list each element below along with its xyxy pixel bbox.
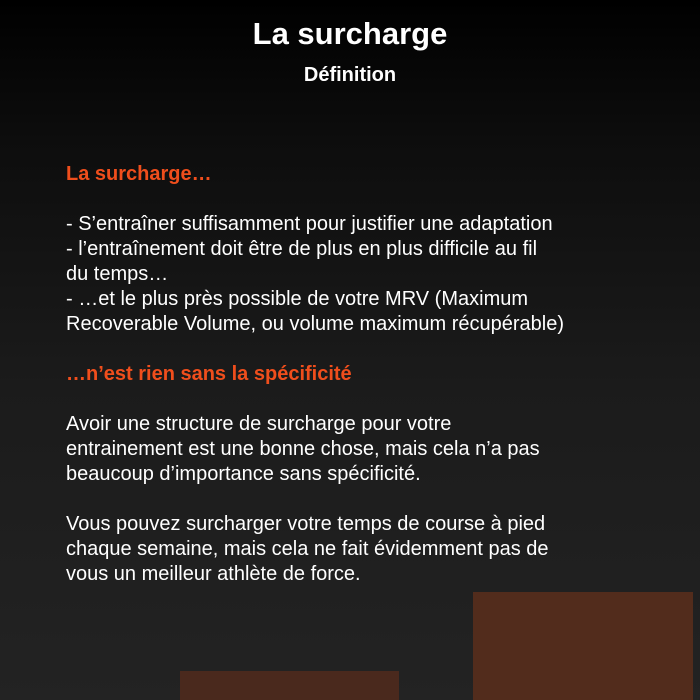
content-body bbox=[66, 162, 666, 587]
body-line: entrainement est une bonne chose, mais cela n’a pas bbox=[66, 438, 540, 460]
body-line: du temps… bbox=[66, 263, 169, 285]
spacer bbox=[66, 187, 666, 212]
spacer bbox=[66, 487, 666, 512]
body-line: - …et le plus près possible de votre MRV (Maximum bbox=[66, 288, 529, 310]
page-subtitle: Définition bbox=[303, 64, 397, 86]
decorative-block-right bbox=[473, 592, 693, 700]
section-heading-surcharge: La surcharge… bbox=[66, 163, 212, 185]
spacer bbox=[66, 387, 666, 412]
body-line: - l’entraînement doit être de plus en plus difficile au fil bbox=[66, 238, 538, 260]
body-line: Avoir une structure de surcharge pour votre bbox=[66, 413, 452, 435]
body-line: chaque semaine, mais cela ne fait évidemment pas de bbox=[66, 538, 549, 560]
body-line: beaucoup d’importance sans spécificité. bbox=[66, 463, 421, 485]
body-line: vous un meilleur athlète de force. bbox=[66, 563, 361, 585]
spacer bbox=[66, 337, 666, 362]
body-line: Recoverable Volume, ou volume maximum récupérable) bbox=[66, 313, 565, 335]
body-line: - S’entraîner suffisamment pour justifier une adaptation bbox=[66, 213, 553, 235]
section-heading-specificite: …n’est rien sans la spécificité bbox=[66, 363, 352, 385]
page-title: La surcharge bbox=[252, 16, 448, 51]
body-line: Vous pouvez surcharger votre temps de course à pied bbox=[66, 513, 546, 535]
decorative-block-left bbox=[180, 671, 399, 700]
